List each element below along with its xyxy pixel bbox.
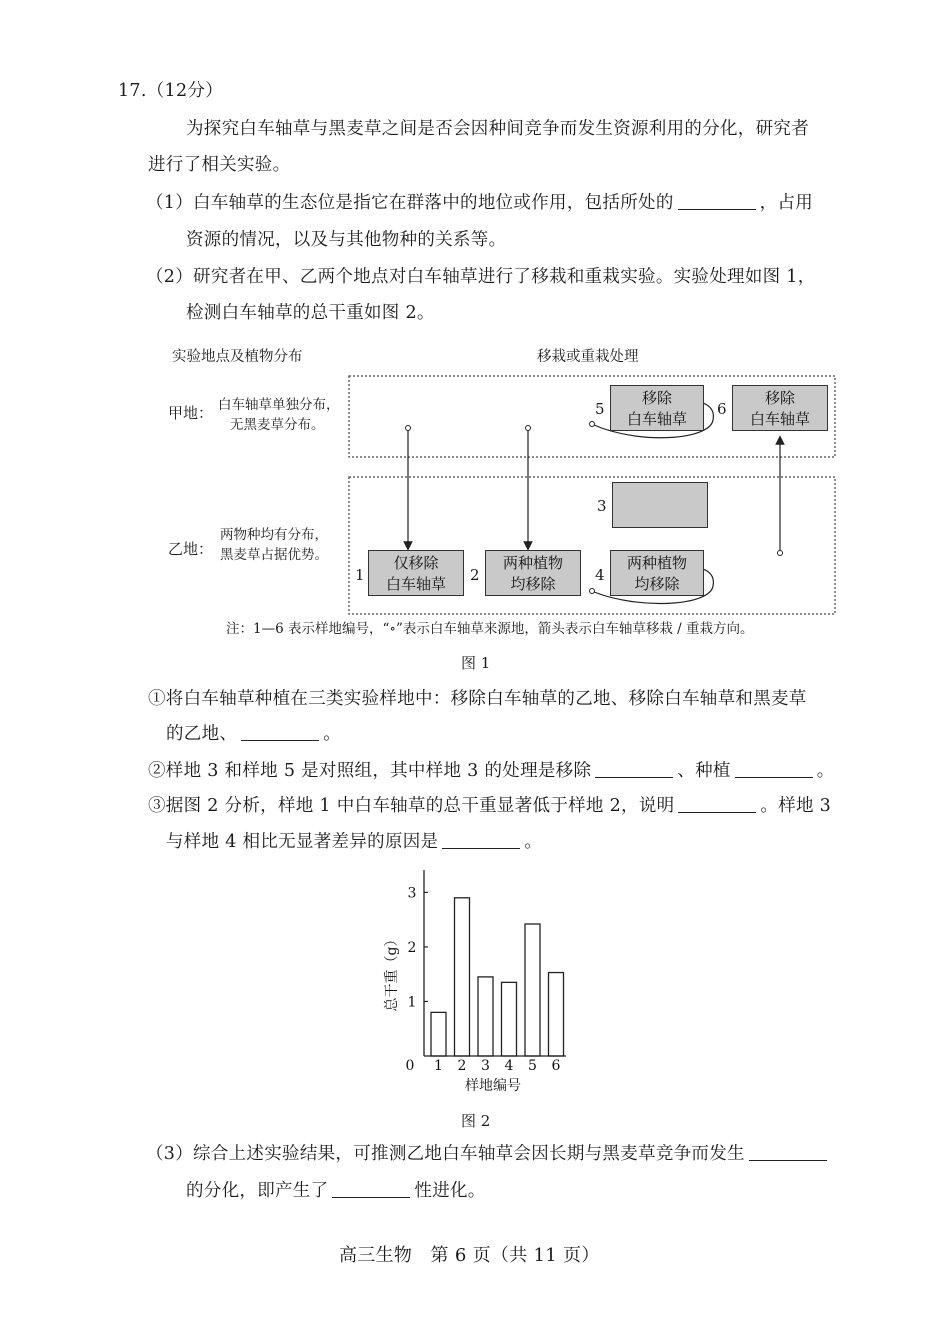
y-tick-label: 1 (407, 994, 417, 1011)
fig1-header-left: 实验地点及植物分布 (172, 349, 303, 365)
intro-line-1: 为探究白车轴草与黑麦草之间是否会因种间竞争而发生资源利用的分化，研究者 (186, 119, 809, 139)
x-tick-label: 4 (504, 1058, 514, 1074)
site-yi-desc-2: 黑麦草占据优势。 (220, 547, 328, 563)
plot-6-number: 6 (717, 400, 727, 418)
subq-2-line (148, 760, 835, 782)
answer-blank[interactable] (749, 1144, 827, 1161)
site-yi-desc-1: 两物种均有分布， (220, 527, 328, 543)
plot-4-line-1: 两种植物 (626, 554, 687, 572)
subq-2-text-a: ②样地 3 和样地 5 是对照组，其中样地 3 的处理是移除 (148, 761, 592, 781)
x-tick-label: 5 (528, 1058, 537, 1074)
bar-5 (525, 924, 540, 1056)
page-footer: 高三生物 第 6 页（共 11 页） (339, 1245, 600, 1266)
answer-blank[interactable] (735, 761, 813, 778)
subq-1-text-b: 。 (323, 724, 342, 744)
answer-blank[interactable] (678, 796, 756, 813)
plot-1-number: 1 (355, 566, 365, 584)
part1-text-a: （1）白车轴草的生态位是指它在群落中的地位或作用，包括所处的 (146, 193, 674, 213)
source-dot-6 (778, 551, 783, 556)
bar-2 (455, 898, 470, 1056)
plot-6-line-2: 白车轴草 (749, 410, 810, 428)
figure-2-chart (370, 868, 580, 1100)
subq-1-line-2 (166, 723, 341, 745)
fig1-frames (0, 0, 935, 650)
plot-5-line-1: 移除 (641, 389, 672, 407)
x-tick-label: 1 (434, 1058, 443, 1074)
subq-2-text-b: 、种植 (677, 761, 731, 781)
site-yi-label: 乙地： (168, 540, 214, 558)
question-number: 17.（12分） (118, 81, 223, 101)
plot-2-box (485, 550, 581, 596)
part1-line-2: 资源的情况，以及与其他物种的关系等。 (186, 230, 507, 250)
site-jia-desc-1: 白车轴草单独分布， (218, 397, 340, 413)
answer-blank[interactable] (442, 832, 520, 849)
subq-2-text-c: 。 (816, 761, 835, 781)
plot-5-line-2: 白车轴草 (626, 410, 687, 428)
plot-5-number: 5 (595, 400, 605, 418)
plot-2-line-2: 均移除 (510, 575, 556, 593)
intro-line-2: 进行了相关实验。 (148, 155, 291, 175)
plot-2-number: 2 (470, 566, 480, 584)
part3-line-2 (186, 1180, 486, 1202)
part1-text-b: ，占用 (759, 193, 814, 213)
source-dot-5 (590, 422, 595, 427)
subq-3-text-b: 。样地 3 (760, 796, 832, 816)
plot-1-line-1: 仅移除 (393, 554, 439, 572)
fig1-header-right: 移栽或重栽处理 (537, 349, 639, 365)
plot-2-line-1: 两种植物 (502, 554, 563, 572)
plot-4-box (610, 550, 704, 596)
x-axis-label: 样地编号 (465, 1078, 521, 1094)
subq-3-text-a: ③据图 2 分析，样地 1 中白车轴草的总干重显著低于样地 2，说明 (148, 796, 675, 816)
y-tick-label: 2 (407, 939, 417, 956)
site-jia-desc-2: 无黑麦草分布。 (230, 417, 325, 433)
plot-1-box (368, 550, 464, 596)
bar-3 (478, 977, 493, 1056)
subq-3-text-c: 与样地 4 相比无显著差异的原因是 (166, 832, 439, 852)
part2-line-2: 检测白车轴草的总干重如图 2。 (186, 303, 435, 323)
x-tick-label: 3 (481, 1058, 490, 1074)
fig2-caption: 图 2 (461, 1112, 491, 1130)
bar-4 (502, 982, 517, 1056)
answer-blank[interactable] (595, 761, 673, 778)
part3-text-b: 的分化，即产生了 (186, 1181, 329, 1201)
plot-4-line-2: 均移除 (634, 575, 680, 593)
plot-3-number: 3 (597, 497, 607, 515)
bar-1 (431, 1012, 446, 1056)
plot-6-box (732, 385, 828, 431)
plot-6-line-1: 移除 (764, 389, 795, 407)
subq-3-line-1 (148, 795, 831, 817)
source-dot-1 (406, 426, 411, 431)
answer-blank[interactable] (332, 1181, 410, 1198)
subq-3-line-2 (166, 831, 542, 853)
x-tick-label: 6 (551, 1058, 561, 1074)
bar-6 (549, 973, 564, 1056)
plot-5-box (610, 385, 704, 431)
plot-4-number: 4 (595, 566, 605, 584)
y-tick-label: 0 (405, 1058, 415, 1074)
fig1-note: 注：1—6 表示样地编号，“∘”表示白车轴草来源地，箭头表示白车轴草移栽 / 重栽方向。 (226, 621, 754, 637)
fig1-caption: 图 1 (461, 654, 491, 672)
x-tick-label: 2 (457, 1058, 467, 1074)
part3-line-1 (146, 1143, 831, 1165)
part2-line-1: （2）研究者在甲、乙两个地点对白车轴草进行了移栽和重栽实验。实验处理如图 1， (146, 267, 816, 287)
part3-text-a: （3）综合上述实验结果，可推测乙地白车轴草会因长期与黑麦草竞争而发生 (146, 1144, 745, 1164)
subq-3-text-d: 。 (524, 832, 543, 852)
source-dot-2 (526, 426, 531, 431)
subq-1-text-a: 的乙地、 (166, 724, 238, 744)
y-axis-label: 总干重（g） (384, 932, 400, 1012)
plot-1-line-2: 白车轴草 (385, 575, 446, 593)
subq-1-line-1: ①将白车轴草种植在三类实验样地中：移除白车轴草的乙地、移除白车轴草和黑麦草 (148, 689, 807, 709)
site-jia-label: 甲地： (168, 404, 214, 422)
source-dot-4 (590, 589, 595, 594)
plot-3-box (612, 482, 708, 528)
part3-text-c: 性进化。 (414, 1181, 486, 1201)
answer-blank[interactable] (241, 724, 319, 741)
y-tick-label: 3 (407, 885, 417, 902)
